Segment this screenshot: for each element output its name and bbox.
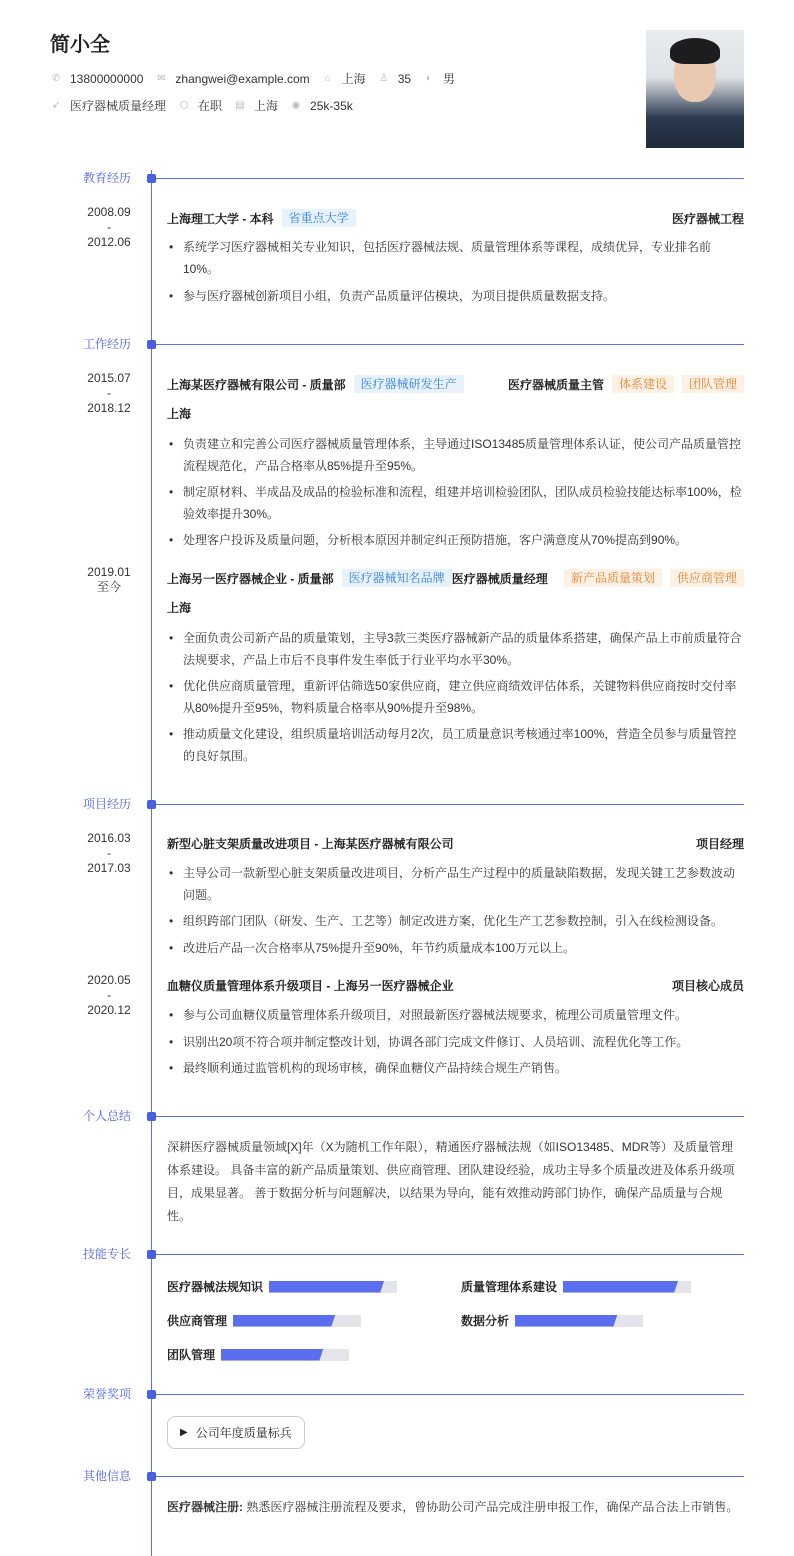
- avatar-photo: [646, 30, 744, 148]
- send-icon: ➶: [51, 100, 61, 111]
- skill-item: 数据分析: [461, 1312, 643, 1329]
- work-header: 上海另一医疗器械企业 - 质量部 医疗器械知名品牌 医疗器械质量经理 新产品质量策划 供应商管理: [167, 569, 744, 587]
- list-item: • 全面负责公司新产品的质量策划，主导3款三类医疗器械新产品的质量体系搭建，确保产品上市前质量符合法规要求，产品上市后不良事件发生率低于行业平均水平30%。: [167, 627, 744, 671]
- summary-text: 深耕医疗器械质量领域[X]年（X为随机工作年限），精通医疗器械法规（如ISO13485、MDR等）及质量管理体系建设。 具备丰富的新产品质量策划、供应商管理、团队建设经验，成功主导多个质量改进及体系升级项目，成果显著。 善于数据分析与问题解决，以结果为导向，能有效推动跨部门协作，确保产品质量与合规性。: [167, 1140, 735, 1223]
- work-date: 2015.07 - 2018.12: [87, 371, 131, 415]
- phone: 13800000000: [70, 71, 144, 86]
- skill-bar: [221, 1349, 349, 1361]
- list-item: • 识别出20项不符合项并制定整改计划，协调各部门完成文件修订、人员培训、流程优化等工作。: [167, 1031, 744, 1053]
- section-skills: [0, 1244, 794, 1264]
- contact-row: [50, 70, 467, 87]
- list-item: • 推动质量文化建设，组织质量培训活动每月2次，员工质量意识考核通过率100%，营造全员参与质量管控的良好氛围。: [167, 723, 744, 767]
- work-header: 上海某医疗器械有限公司 - 质量部 医疗器械研发生产 医疗器械质量主管 体系建设 团队管理: [167, 375, 744, 393]
- skill-item: 供应商管理: [167, 1312, 361, 1329]
- section-education: [0, 168, 794, 188]
- timeline-line: [151, 170, 152, 1556]
- list-item: • 改进后产品一次合格率从75%提升至90%，年节约质量成本100万元以上。: [167, 937, 744, 959]
- list-item: • 参与医疗器械创新项目小组，负责产品质量评估模块，为项目提供质量数据支持。: [167, 285, 744, 307]
- job-row: [50, 97, 365, 114]
- section-title: 其他信息: [83, 1469, 132, 1483]
- list-item: • 优化供应商质量管理，重新评估筛选50家供应商，建立供应商绩效评估体系，关键物料供应商按时交付率从80%提升至95%，物料质量合格率从90%提升至98%。: [167, 675, 744, 719]
- section-other: [0, 1466, 794, 1486]
- edu-header: 上海理工大学 - 本科 省重点大学 医疗器械工程: [167, 211, 744, 226]
- skill-bar: [269, 1281, 397, 1293]
- target-city: 上海: [254, 99, 279, 113]
- skill-bar: [233, 1315, 361, 1327]
- section-title: 工作经历: [83, 337, 132, 351]
- status-icon: ⬡: [179, 100, 189, 111]
- age: 35: [397, 71, 412, 86]
- project-date: 2016.03 - 2017.03: [87, 831, 131, 875]
- list-item: • 最终顺利通过监管机构的现场审核，确保血糖仪产品持续合规生产销售。: [167, 1057, 744, 1079]
- list-item: • 主导公司一款新型心脏支架质量改进项目，分析产品生产过程中的质量缺陷数据，发现关键工艺参数波动问题。: [167, 862, 744, 906]
- work-city: 上海: [167, 601, 192, 615]
- salary: 25k-35k: [310, 98, 353, 113]
- section-summary: [0, 1106, 794, 1126]
- email: zhangwei@example.com: [175, 71, 310, 86]
- list-item: • 处理客户投诉及质量问题，分析根本原因并制定纠正预防措施，客户满意度从70%提高到90%。: [167, 529, 744, 551]
- age-icon: ♙: [379, 73, 389, 84]
- salary-icon: ◉: [291, 100, 301, 111]
- list-item: • 组织跨部门团队（研发、生产、工艺等）制定改进方案，优化生产工艺参数控制，引入在线检测设备。: [167, 910, 744, 932]
- list-item: • 负责建立和完善公司医疗器械质量管理体系，主导通过ISO13485质量管理体系认证，使公司产品质量管控流程规范化，产品合格率从85%提升至95%。: [167, 433, 744, 477]
- building-icon: ▤: [235, 100, 245, 111]
- location: 上海: [341, 72, 366, 86]
- section-projects: [0, 794, 794, 814]
- play-icon: ▶: [180, 1427, 188, 1438]
- work-date: 2019.01 至今: [87, 565, 131, 594]
- section-title: 项目经历: [83, 797, 132, 811]
- job-status: 在职: [198, 99, 223, 113]
- skill-bar: [563, 1281, 691, 1293]
- section-title: 个人总结: [83, 1109, 132, 1123]
- skill-bar: [515, 1315, 643, 1327]
- skill-item: 团队管理: [167, 1346, 349, 1363]
- skill-item: 医疗器械法规知识: [167, 1278, 397, 1295]
- list-item: • 系统学习医疗器械相关专业知识，包括医疗器械法规、质量管理体系等课程，成绩优异，专业排名前10%。: [167, 236, 744, 280]
- school-tag: 省重点大学: [282, 209, 356, 227]
- award-item[interactable]: ▶ 公司年度质量标兵: [167, 1416, 305, 1449]
- home-icon: ⌂: [324, 73, 331, 84]
- section-title: 技能专长: [83, 1247, 132, 1261]
- section-title: 荣誉奖项: [83, 1387, 132, 1401]
- gender-icon: ◐: [426, 73, 433, 84]
- section-title: 教育经历: [83, 171, 132, 185]
- project-header: 血糖仪质量管理体系升级项目 - 上海另一医疗器械企业 项目核心成员: [167, 979, 744, 993]
- job-target: 医疗器械质量经理: [70, 99, 167, 113]
- project-header: 新型心脏支架质量改进项目 - 上海某医疗器械有限公司 项目经理: [167, 837, 744, 851]
- gender: 男: [443, 72, 456, 86]
- candidate-name: 简小全: [50, 34, 110, 56]
- mail-icon: ✉: [157, 73, 166, 84]
- list-item: • 制定原材料、半成品及成品的检验标准和流程，组建并培训检验团队，团队成员检验技能达标率100%，检验效率提升30%。: [167, 481, 744, 525]
- list-item: • 参与公司血糖仪质量管理体系升级项目，对照最新医疗器械法规要求，梳理公司质量管理文件。: [167, 1004, 744, 1026]
- section-awards: [0, 1384, 794, 1404]
- other-info: 医疗器械注册: 熟悉医疗器械注册流程及要求，曾协助公司产品完成注册申报工作，确保产品合法上市销售。: [167, 1500, 739, 1514]
- edu-date: 2008.09 - 2012.06: [87, 205, 131, 249]
- phone-icon: ✆: [51, 73, 61, 84]
- skill-item: 质量管理体系建设: [461, 1278, 691, 1295]
- section-work: [0, 334, 794, 354]
- work-city: 上海: [167, 407, 192, 421]
- project-date: 2020.05 - 2020.12: [87, 973, 131, 1017]
